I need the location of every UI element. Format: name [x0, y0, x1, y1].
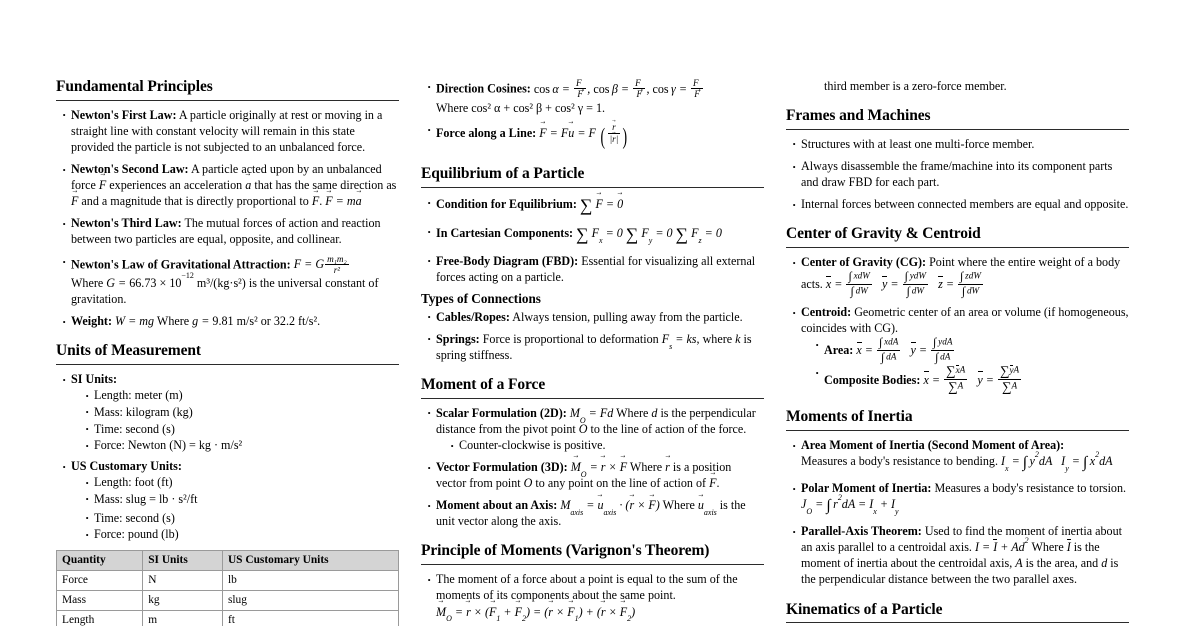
list-item-varignon-statement [427, 571, 764, 624]
term-label: Newton's First Law: [71, 107, 177, 122]
term-text: The moment of a force about a point is equal to the sum of the moments of its components about the same point. [436, 572, 738, 603]
term-text: is a position vector from point [436, 460, 732, 491]
term-label: Area Moment of Inertia (Second Moment of Area): [801, 438, 1065, 453]
frames-and-machines-list [786, 136, 1129, 212]
math-vector-a: a → [245, 177, 251, 193]
term-text: is the moment of inertia about the centroidal axis, [801, 540, 1100, 571]
term-label: Condition for Equilibrium: [436, 196, 577, 211]
cell-si: N [143, 570, 223, 590]
list-item-free-body-diagram [427, 253, 764, 285]
column-1 [56, 78, 399, 626]
math-vector-F: F → [312, 193, 319, 209]
table-row [57, 590, 399, 610]
math-vector-F: F → [709, 475, 716, 491]
heading-rule [56, 364, 399, 365]
math-O: O [578, 422, 588, 437]
heading-rule [56, 100, 399, 101]
term-text: Essential for visualizing all external forces acting on a particle. [436, 253, 756, 284]
term-text: A particle acted upon by an unbalanced force [71, 162, 382, 193]
list-item-si-length: · Length: meter (m) [85, 387, 399, 403]
math-polar-moment-inertia: $J_O$ = ∫ $r^2dA = I_x + I_y$ [801, 492, 899, 517]
term-label: Newton's Law of Gravitational Attraction: [71, 257, 291, 272]
term-label: Composite Bodies: [824, 373, 921, 388]
list-item-direction-cosines [427, 78, 764, 116]
section-heading-center-of-gravity-centroid: Center of Gravity & Centroid [786, 225, 981, 243]
math-vector-F: F → [99, 177, 106, 193]
math-d: d [651, 405, 658, 420]
term-label: Weight: [71, 314, 112, 329]
section-heading-principle-of-moments: Principle of Moments (Varignon's Theorem) [421, 542, 710, 560]
math-g-value-us: 32.2 ft/s² [273, 314, 318, 329]
list-item-composite-bodies [815, 364, 1129, 395]
list-item-si-units [62, 371, 399, 453]
math-vector-moment: $M \to_O = r$ → × F → [571, 460, 627, 474]
list-item-si-time: · Time: second (s) [85, 421, 399, 437]
list-item-newtons-second-law [62, 161, 399, 209]
column-header-quantity: Quantity [57, 550, 143, 570]
math-d: d [1101, 556, 1108, 571]
term-text: Where [613, 405, 652, 420]
connections-list [421, 309, 764, 363]
heading-rule [786, 622, 1129, 623]
cell-quantity: Force [57, 570, 143, 590]
units-comparison-table [56, 550, 399, 626]
table-row [57, 570, 399, 590]
term-text: Where [627, 460, 666, 475]
math-moment-about-axis: $M_{axis} = u \to_{axis} \cdot (r$ → × F →) [560, 498, 660, 512]
section-heading-equilibrium-of-a-particle: Equilibrium of a Particle [421, 165, 585, 183]
term-text: to any point on the line of action of [532, 476, 710, 491]
term-label: Cables/Ropes: [436, 309, 510, 324]
table-header [57, 550, 399, 570]
term-text: A particle originally at rest or moving in a straight line with constant velocity will remain in this state provided the particle is not subjected to an unbalanced force. [71, 107, 383, 155]
section-heading-frames-and-machines: Frames and Machines [786, 107, 931, 125]
cell-si: m [143, 610, 223, 626]
math-cartesian-equilibrium: ∑ $F_x = 0$ ∑ $F_y = 0$ ∑ $F_z = 0$ [576, 224, 722, 245]
math-area-moment-inertia: $I_x$ = ∫ $y^2dA$ $I_y$ = ∫ $x^2dA$ [1001, 449, 1113, 474]
heading-rule [786, 430, 1129, 431]
list-item-springs [427, 331, 764, 363]
cell-quantity: Length [57, 610, 143, 626]
list-item-gravitational-attraction [62, 254, 399, 308]
math-spring-force: $F_s$ = ks [661, 331, 697, 351]
section-heading-fundamental-principles: Fundamental Principles [56, 78, 213, 95]
centroid-sublist [801, 336, 1129, 395]
section-heading-units-of-measurement: Units of Measurement [56, 342, 201, 360]
centroid-list [786, 254, 1129, 395]
term-label: In Cartesian Components: [436, 226, 574, 241]
term-text: is the perpendicular distance from the pivot point [436, 405, 756, 437]
math-fraction: $\frac{\text{m₁m₂}}{\text{r²}}$ [327, 253, 347, 275]
math-direction-cosines: cos α = $\frac{F_x}{F}$ , cos β = $\frac{F_y}{F}$ , cos γ = $\frac{F_z}{F}$ [533, 78, 701, 100]
cell-quantity: Mass [57, 590, 143, 610]
math-gravitation-equation: F = G $\frac{\text{m₁m₂}}{\text{r²}}$ [293, 253, 347, 275]
term-label: Center of Gravity (CG): [801, 255, 927, 270]
term-text: Force is proportional to deformation [479, 331, 662, 346]
term-text: Where [154, 314, 193, 329]
list-item-us-time: · Time: second (s) [85, 510, 399, 526]
math-scalar-moment: $M_O = Fd$ [569, 405, 614, 425]
fundamental-principles-list [56, 107, 399, 329]
units-list [56, 371, 399, 542]
list-item-cartesian-components [427, 223, 764, 246]
math-composite-bodies-equations: x = $\frac{\sum xA}{\sum A}$ y = $\frac{\sum yA}{\sum A}$ [923, 363, 1020, 395]
math-I-bar: I [1066, 540, 1071, 555]
term-text: Point where the entire weight of a body acts. [801, 255, 1121, 292]
list-item-si-mass: · Mass: kilogram (kg) [85, 404, 399, 420]
list-item-us-mass: · Mass: slug = lb · s²/ft [85, 491, 399, 507]
term-label: Polar Moment of Inertia: [801, 481, 932, 496]
term-text: is the universal constant of gravitation. [71, 276, 379, 307]
moment-list [421, 405, 764, 530]
term-text: , where [696, 331, 736, 346]
column-2 [421, 78, 764, 626]
list-item-area-moment-of-inertia [792, 437, 1129, 474]
math-direction-cosines-identity: cos² α + cos² β + cos² γ = 1. [471, 100, 606, 115]
term-text: Where [1028, 540, 1067, 555]
table-row [57, 610, 399, 626]
list-item-disassemble-frame: · Always disassemble the frame/machine into its component parts and draw FBD for each part. [792, 158, 1129, 190]
term-text: or [257, 314, 274, 329]
list-item-internal-forces: · Internal forces between connected members are equal and opposite. [792, 196, 1129, 212]
term-label: Vector Formulation (3D): [436, 460, 568, 475]
term-text: The mutual forces of action and reaction between two particles are equal, opposite, and collinear. [71, 216, 381, 247]
table-body [57, 570, 399, 626]
heading-rule [786, 247, 1129, 248]
list-item-us-length: · Length: foot (ft) [85, 474, 399, 490]
term-text: is the unit vector along the axis. [436, 498, 746, 529]
section-heading-moments-of-inertia: Moments of Inertia [786, 408, 913, 426]
section-heading-moment-of-a-force: Moment of a Force [421, 376, 546, 394]
list-item-centroid [792, 304, 1129, 395]
column-3 [786, 78, 1129, 626]
term-text: experiences an acceleration [106, 178, 246, 193]
term-label: Scalar Formulation (2D): [436, 405, 567, 420]
math-parallel-axis-equation: $I = I + Ad^2$ [974, 535, 1029, 555]
math-vector-r: r → [665, 459, 670, 475]
term-label: Springs: [436, 331, 480, 346]
list-item-newtons-third-law [62, 215, 399, 247]
term-label: Force along a Line: [436, 125, 537, 140]
term-label: Parallel-Axis Theorem: [801, 524, 922, 539]
cell-us: lb [222, 570, 398, 590]
math-O: O [523, 476, 533, 491]
list-item-centroid-area [815, 336, 1129, 364]
continuation-line-zero-force-member: third member is a zero-force member. [824, 79, 1007, 93]
cell-us: slug [222, 590, 398, 610]
subsection-heading-types-of-connections: Types of Connections [421, 290, 541, 306]
math-equilibrium-condition: ∑ F → = 0 → [580, 197, 623, 211]
term-text: that has the same direction as [251, 178, 397, 193]
list-item-parallel-axis-theorem [792, 523, 1129, 587]
table-header-row [57, 550, 399, 570]
term-text: is spring stiffness. [436, 331, 752, 362]
term-label: Free-Body Diagram (FBD): [436, 253, 579, 268]
math-G-value: $G = 66.73 \times 10^{-12}$ m³/(kg·s²) [106, 271, 246, 291]
list-item-scalar-formulation [427, 405, 764, 453]
list-item-condition-for-equilibrium [427, 194, 764, 217]
term-text: Where [436, 100, 472, 115]
term-text: . [716, 476, 720, 491]
term-text: Where [659, 498, 698, 513]
column-header-us-customary-units: US Customary Units [222, 550, 398, 570]
list-item-weight: · Weight: W = mg Where g = 9.81 m/s² or 32.2 ft/s². [62, 313, 399, 329]
list-item-si-force: · Force: Newton (N) = kg · m/s² [85, 437, 399, 453]
term-label: Newton's Third Law: [71, 216, 182, 231]
term-label: SI Units: [71, 372, 118, 387]
three-column-layout [56, 78, 1136, 626]
term-text: Used to find the moment of inertia about an axis parallel to a centroidal axis. [801, 524, 1122, 555]
term-label: Area: [824, 343, 854, 358]
list-item-cables-ropes [427, 309, 764, 325]
list-item-counterclockwise-positive: · Counter-clockwise is positive. [450, 437, 764, 453]
force-vectors-continued-list [421, 78, 764, 152]
term-text: Always tension, pulling away from the particle. [509, 309, 743, 324]
list-item-vector-formulation [427, 459, 764, 491]
list-item-polar-moment-of-inertia [792, 480, 1129, 517]
term-label: Centroid: [801, 305, 852, 320]
heading-rule [421, 398, 764, 399]
math-vector-F: F → [71, 193, 78, 209]
list-item-newtons-first-law [62, 107, 399, 155]
cell-si: kg [143, 590, 223, 610]
math-force-along-line: F → = Fu → = F ( $\frac{r \to}{|r \to|}$ ) [539, 126, 629, 140]
term-text: to the line of action of the force. [587, 422, 747, 437]
term-label: Direction Cosines: [436, 81, 531, 96]
us-units-sublist [71, 474, 399, 542]
term-text: Where [71, 276, 107, 291]
moments-of-inertia-list [786, 437, 1129, 587]
term-text: is the area, and [1022, 556, 1102, 571]
term-text: Geometric center of an area or volume (if homogeneous, coincides with CG). [801, 305, 1129, 336]
si-units-sublist [71, 387, 399, 453]
varignon-list [421, 571, 764, 624]
term-label: Moment about an Axis: [436, 498, 558, 513]
section-heading-kinematics-of-a-particle: Kinematics of a Particle [786, 600, 943, 618]
list-item-center-of-gravity [792, 254, 1129, 298]
cell-us: ft [222, 610, 398, 626]
heading-rule [421, 564, 764, 565]
heading-rule [421, 187, 764, 188]
term-label: Newton's Second Law: [71, 162, 189, 177]
equilibrium-list [421, 194, 764, 285]
term-text: Measures a body's resistance to torsion. [931, 481, 1127, 496]
math-center-of-gravity-equations: x = $\frac{\text{∫ xdW}}{\int dW}$ y = $\frac{\text{∫ ydW}}{\int dW}$ z = $\frac{\text{∫ zdW}}{\int dW}$ [825, 269, 981, 298]
math-g-value: g = 9.81 m/s² [192, 314, 258, 329]
list-item-force-along-a-line [427, 122, 764, 153]
list-item-us-force: · Force: pound (lb) [85, 526, 399, 542]
term-text: and a magnitude that is directly proportional to [78, 194, 312, 209]
term-text: Measures a body's resistance to bending. [801, 454, 1001, 469]
math-unit-vector-axis: $u \to_{axis}$ [698, 498, 717, 512]
math-varignon-equation: $M \to_O = r$ → × $(F \to_1 + F \to_2) = (r$ → × $F \to_1) + (r$ → × $F \to_2$) [436, 605, 635, 619]
term-label: US Customary Units: [71, 459, 182, 474]
heading-rule [786, 129, 1129, 130]
list-item-us-units [62, 458, 399, 542]
list-item-moment-about-an-axis [427, 497, 764, 529]
math-centroid-area-equations: x = $\frac{\text{∫ xdA}}{\int dA}$ y = $\frac{\text{∫ ydA}}{\int dA}$ [856, 335, 953, 364]
term-text: is the perpendicular distance between the two parallel axes. [801, 556, 1119, 587]
column-header-si-units: SI Units [143, 550, 223, 570]
math-weight-equation: W = mg [115, 314, 155, 329]
math-newtons-second-law-equation: F → = ma → [325, 194, 361, 208]
math-k: k [735, 331, 741, 346]
term-text: . [319, 194, 326, 209]
list-item-multi-force-member: · Structures with at least one multi-force member. [792, 136, 1129, 152]
math-A: A [1015, 556, 1023, 571]
